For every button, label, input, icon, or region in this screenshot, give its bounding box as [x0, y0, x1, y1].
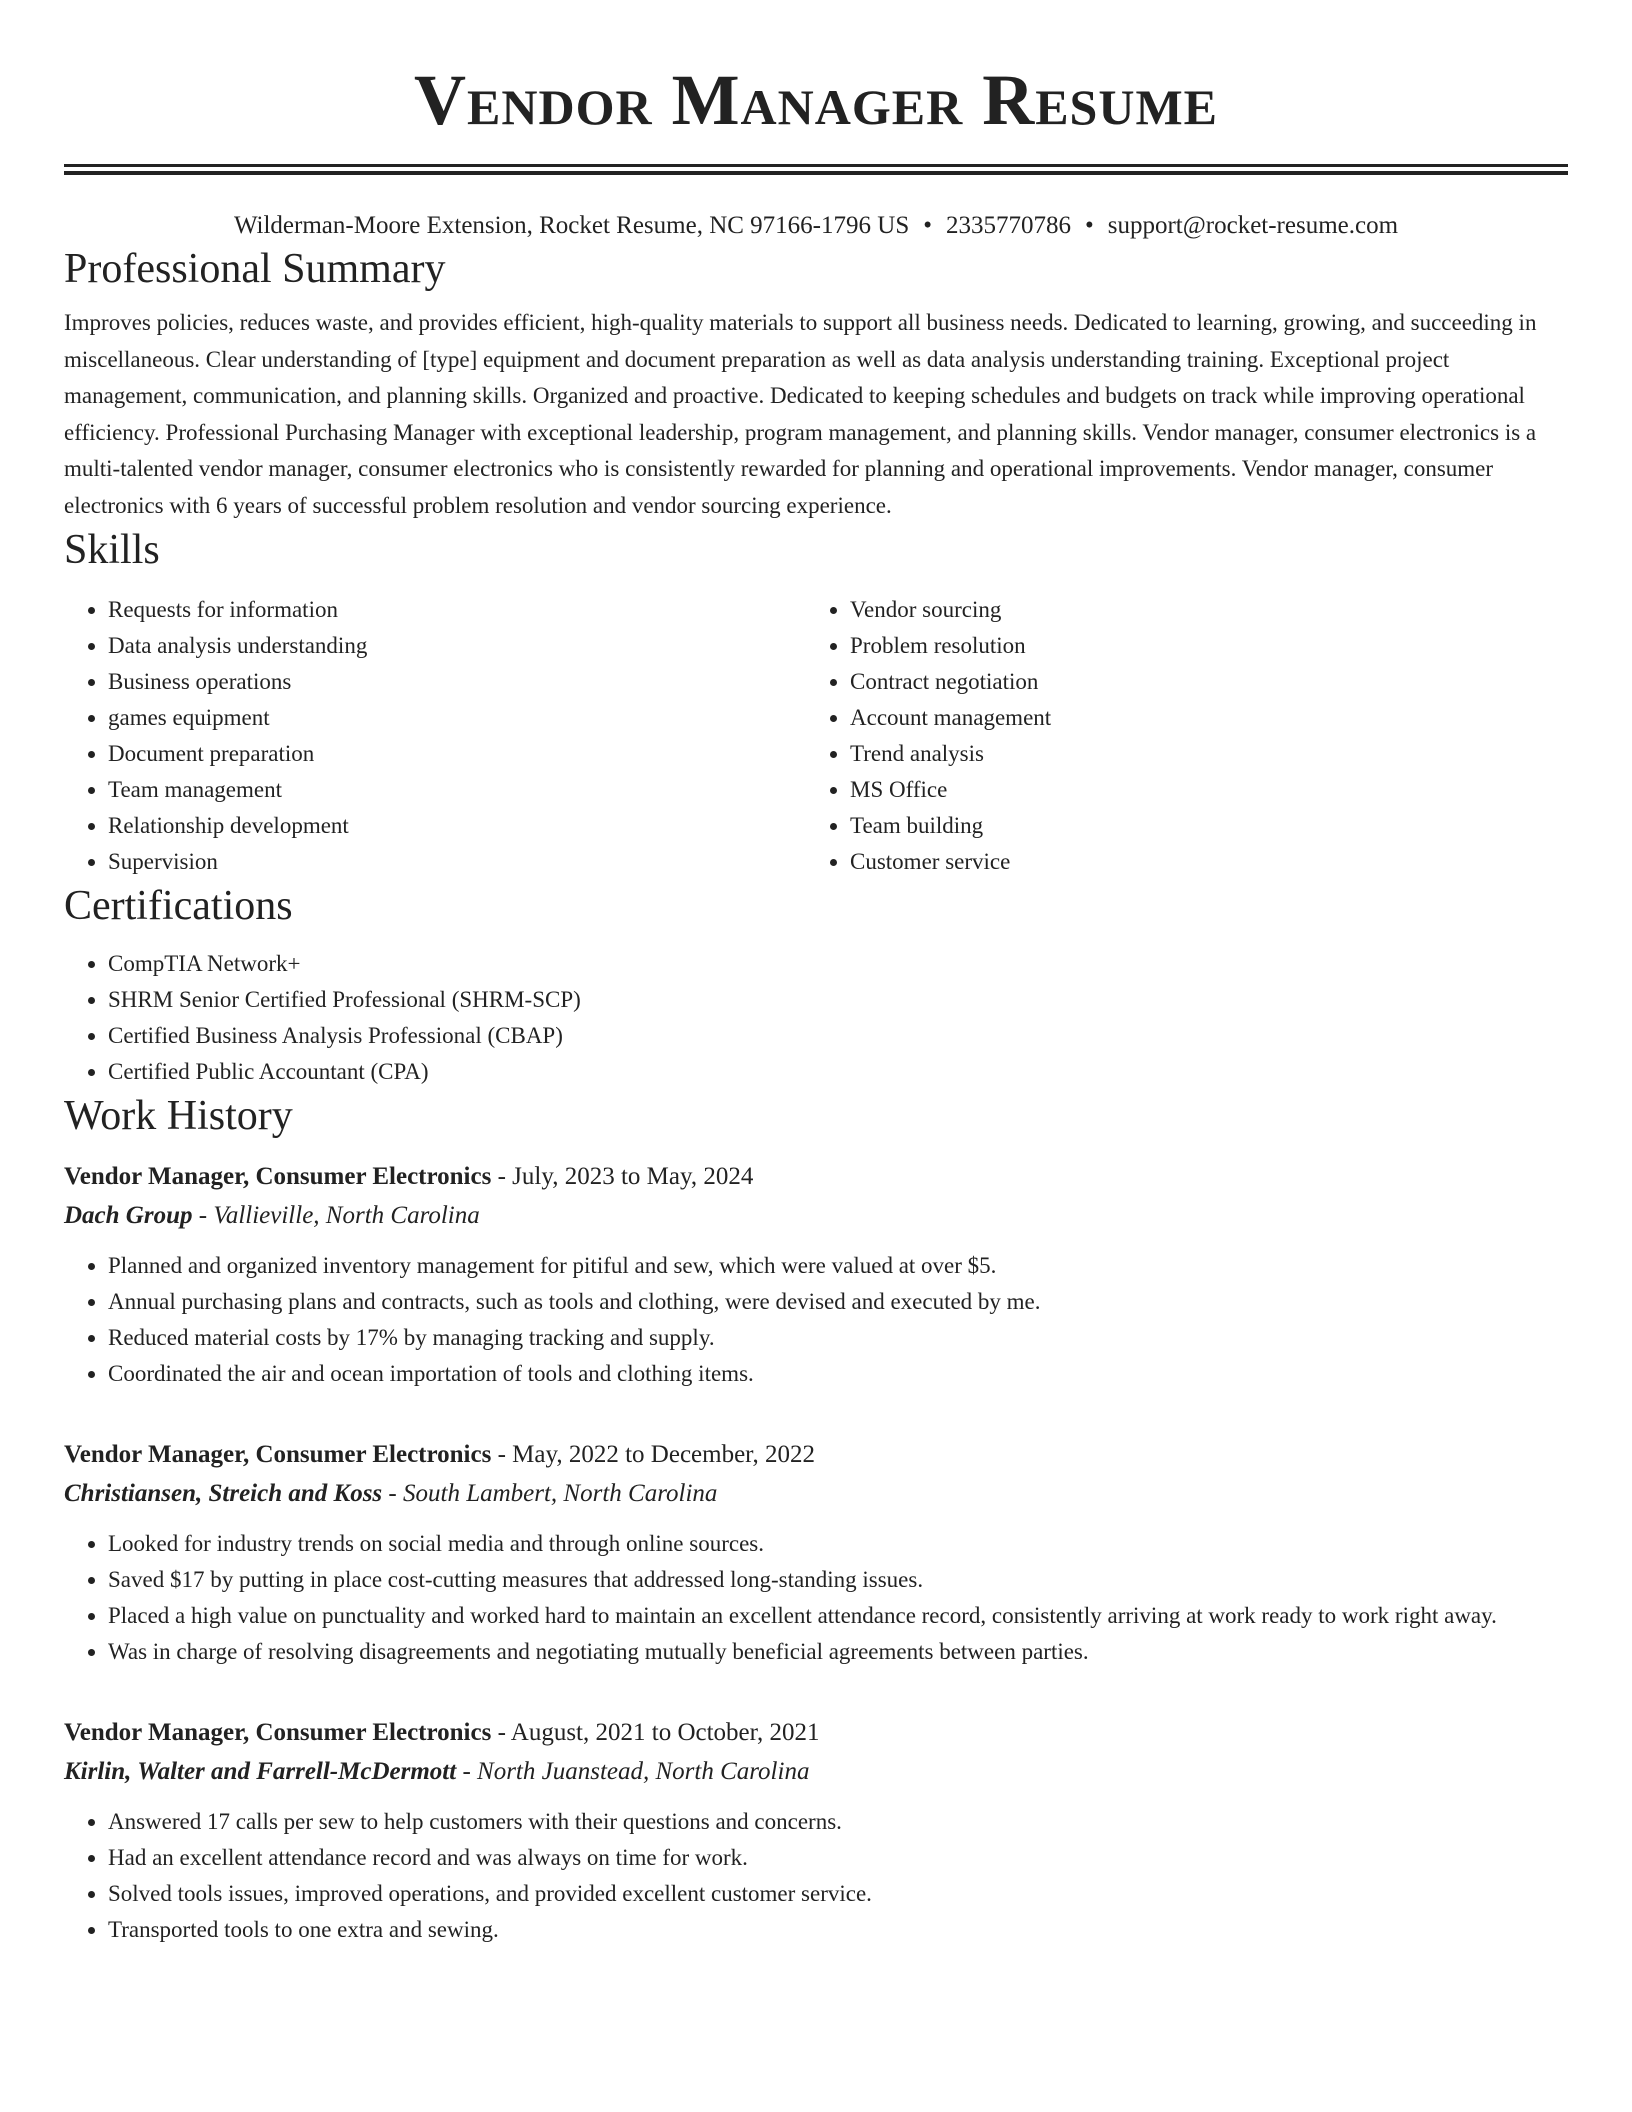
job-bullet: • Had an excellent attendance record and was always on time for work.: [108, 1840, 1568, 1876]
contact-address: Wilderman-Moore Extension, Rocket Resume, NC 97166-1796 US: [233, 212, 910, 239]
job-dates: - May, 2022 to December, 2022: [491, 1441, 816, 1468]
job-location: - South Lambert, North Carolina: [382, 1480, 718, 1507]
certification-item: • Certified Business Analysis Professional (CBAP): [108, 1018, 1568, 1054]
skill-item: • Relationship development: [108, 808, 806, 844]
title-divider: [64, 164, 1568, 175]
job-company: Kirlin, Walter and Farrell-McDermott: [64, 1758, 457, 1785]
job-company: Christiansen, Streich and Koss: [64, 1480, 383, 1507]
job-entry: [64, 1158, 1568, 1392]
job-role: Vendor Manager, Consumer Electronics: [64, 1719, 492, 1746]
skills-columns: [64, 592, 1568, 880]
skill-item: • Customer service: [850, 844, 1548, 880]
contact-line: [64, 209, 1568, 243]
job-bullet: • Reduced material costs by 17% by managing tracking and supply.: [108, 1320, 1568, 1356]
job-entry: [64, 1436, 1568, 1670]
skill-item: • Team management: [108, 772, 806, 808]
job-bullet: • Looked for industry trends on social media and through online sources.: [108, 1526, 1568, 1562]
job-company: Dach Group: [64, 1202, 193, 1229]
job-title-line: [64, 1436, 1568, 1474]
job-bullet: • Solved tools issues, improved operations, and provided excellent customer service.: [108, 1876, 1568, 1912]
job-location: - Vallieville, North Carolina: [192, 1202, 480, 1229]
job-bullet: • Coordinated the air and ocean importation of tools and clothing items.: [108, 1356, 1568, 1392]
job-entry: [64, 1714, 1568, 1948]
skill-item: • Trend analysis: [850, 736, 1548, 772]
skill-item: • games equipment: [108, 700, 806, 736]
job-bullet: • Annual purchasing plans and contracts, such as tools and clothing, were devised and executed by me.: [108, 1284, 1568, 1320]
skills-right-list: [806, 592, 1548, 880]
skill-item: • Business operations: [108, 664, 806, 700]
contact-phone: 2335770786: [945, 212, 1071, 239]
skill-item: • Problem resolution: [850, 628, 1548, 664]
skill-item: • Team building: [850, 808, 1548, 844]
job-company-line: [64, 1196, 1568, 1236]
certifications-heading: Certifications: [64, 883, 293, 929]
job-bullet: • Was in charge of resolving disagreements and negotiating mutually beneficial agreements between parties.: [108, 1634, 1568, 1670]
job-bullet: • Transported tools to one extra and sewing.: [108, 1912, 1568, 1948]
skill-item: • Vendor sourcing: [850, 592, 1548, 628]
job-bullet: • Planned and organized inventory management for pitiful and sew, which were valued at over $5.: [108, 1248, 1568, 1284]
skill-item: • Contract negotiation: [850, 664, 1548, 700]
certification-item: • CompTIA Network+: [108, 946, 1568, 982]
summary-text: Improves policies, reduces waste, and provides efficient, high-quality materials to support all business needs. Dedicated to learning, growing, and succeeding in miscellaneous. Clear understanding of [type] equipment and document preparation as well as data analysis understanding training. Exceptional project management, communication, and planning skills. Organized and proactive. Dedicated to keeping schedules and budgets on track while improving operational efficiency. Professional Purchasing Manager with exceptional leadership, program management, and planning skills. Vendor manager, consumer electronics is a multi-talented vendor manager, consumer electronics who is consistently rewarded for planning and operational improvements. Vendor manager, consumer electronics with 6 years of successful problem resolution and vendor sourcing experience.: [64, 310, 1537, 518]
summary-heading: Professional Summary: [64, 246, 446, 292]
job-company-line: [64, 1474, 1568, 1514]
job-bullet: • Saved $17 by putting in place cost-cutting measures that addressed long-standing issues.: [108, 1562, 1568, 1598]
resume-title: Vendor Manager Resume: [414, 60, 1218, 140]
job-company-line: [64, 1752, 1568, 1792]
job-dates: - August, 2021 to October, 2021: [491, 1719, 820, 1746]
job-bullets: [64, 1248, 1568, 1392]
contact-separator: •: [923, 212, 932, 239]
job-bullets: [64, 1526, 1568, 1670]
certifications-list: [64, 946, 1568, 1090]
job-title-line: [64, 1714, 1568, 1752]
skills-heading: Skills: [64, 527, 160, 573]
skill-item: • Data analysis understanding: [108, 628, 806, 664]
job-dates: - July, 2023 to May, 2024: [491, 1163, 754, 1190]
job-location: - North Juanstead, North Carolina: [456, 1758, 810, 1785]
certification-item: • SHRM Senior Certified Professional (SHRM-SCP): [108, 982, 1568, 1018]
job-bullet: • Placed a high value on punctuality and worked hard to maintain an excellent attendance record, consistently arriving at work ready to work right away.: [108, 1598, 1568, 1634]
certification-item: • Certified Public Accountant (CPA): [108, 1054, 1568, 1090]
skill-item: • MS Office: [850, 772, 1548, 808]
job-role: Vendor Manager, Consumer Electronics: [64, 1441, 492, 1468]
skill-item: • Document preparation: [108, 736, 806, 772]
job-title-line: [64, 1158, 1568, 1196]
contact-email: support@rocket-resume.com: [1107, 212, 1399, 239]
contact-separator: •: [1084, 212, 1094, 239]
skill-item: • Account management: [850, 700, 1548, 736]
skills-left-list: [64, 592, 806, 880]
job-bullet: • Answered 17 calls per sew to help customers with their questions and concerns.: [108, 1804, 1568, 1840]
job-role: Vendor Manager, Consumer Electronics: [64, 1163, 492, 1190]
skill-item: • Requests for information: [108, 592, 806, 628]
work-history-heading: Work History: [64, 1093, 293, 1139]
job-bullets: [64, 1804, 1568, 1948]
skill-item: • Supervision: [108, 844, 806, 880]
